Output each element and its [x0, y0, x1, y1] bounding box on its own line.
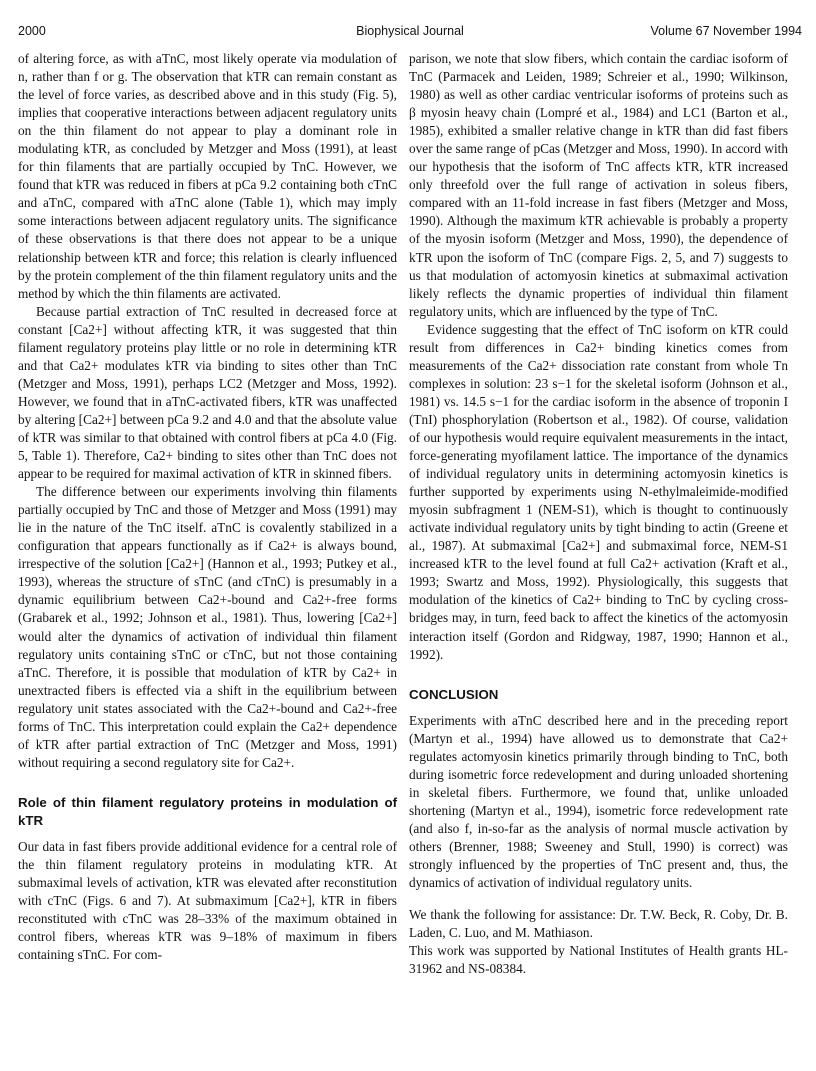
- body-paragraph: Experiments with aTnC described here and in the preceding report (Martyn et al., 1994) have allowed us to demonstrate that Ca2+ regulates actomyosin kinetics primarily through binding to TnC, both during isometric force redevelopment and during unloaded shortening in skeletal fibers. Furthermore, we found that, unlike unloaded shortening (Martyn et al., 1994), isometric force redevelopment rate (and also f, in-so-far as the analysis of normal muscle activation by others (Brenner, 1988; Sweeney and Stull, 1990) is correct) was strongly influenced by the properties of TnC present and, thus, the dynamics of activation of individual regulatory units.: [409, 712, 788, 891]
- running-header: [18, 24, 802, 42]
- journal-title: Biophysical Journal: [356, 24, 464, 38]
- volume-date: Volume 67 November 1994: [650, 24, 802, 38]
- body-paragraph: parison, we note that slow fibers, which contain the cardiac isoform of TnC (Parmacek and Leiden, 1989; Schreier et al., 1990; Wilkinson, 1980) as well as other cardiac ventricular isoforms of proteins such as β myosin heavy chain (Lompré et al., 1984) and LC1 (Barton et al., 1985), exhibited a smaller relative change in kTR than did fast fibers over the same range of pCas (Metzger and Moss, 1990). In accord with our hypothesis that the isoform of TnC affects kTR, kTR increased only threefold over the full range of activation in soleus fibers, compared with an 11-fold increase in fast fibers (Metzger and Moss, 1990). Although the maximum kTR achievable is probably a property of the myosin isoform (Metzger and Moss, 1990), the dependence of kTR upon the isoform of TnC (compare Figs. 2, 5, and 7) suggests to us that modulation of actomyosin kinetics at submaximal activation likely reflects the dynamic properties of individual thin filament regulatory units, which are influenced by the type of TnC.: [409, 51, 788, 319]
- conclusion-heading: CONCLUSION: [409, 686, 499, 702]
- section-heading: Role of thin filament regulatory proteins in modulation of kTR: [18, 794, 397, 828]
- right-column: [409, 50, 788, 978]
- acknowledgment: We thank the following for assistance: Dr. T.W. Beck, R. Coby, Dr. B. Laden, C. Luo, and M. Mathiason.: [409, 907, 788, 941]
- body-paragraph: The difference between our experiments involving thin filaments partially occupied by TnC and those of Metzger and Moss (1991) may lie in the nature of the TnC itself. aTnC is covalently stabilized in a configuration that appears functionally as if Ca2+ is always bound, irrespective of the solution [Ca2+] (Hannon et al., 1993; Putkey et al., 1993), whereas the structure of sTnC (and cTnC) is presumably in a dynamic equilibrium between Ca2+-bound and Ca2+-free forms (Grabarek et al., 1992; Johnson et al., 1981). Thus, lowering [Ca2+] would alter the dynamics of activation of individual thin filament regulatory units containing sTnC or cTnC, but not those containing aTnC. Therefore, it is possible that modulation of kTR by Ca2+ in unextracted fibers is effected via a shift in the equilibrium between regulatory unit states associated with the Ca2+-bound and Ca2+-free forms of TnC. This interpretation could explain the Ca2+ dependence of kTR after partial extraction of TnC (Metzger and Moss, 1991) without requiring a second regulatory site for Ca2+.: [18, 484, 397, 770]
- body-paragraph: Our data in fast fibers provide additional evidence for a central role of the thin filament regulatory proteins in modulating kTR. At submaximal levels of activation, kTR was elevated after reconstitution with cTnC (Figs. 6 and 7). At submaximum [Ca2+], kTR in fibers reconstituted with cTnC was 28–33% of the maximum obtained in control fibers, whereas kTR was 9–18% of maximum in fibers containing sTnC. For com-: [18, 838, 397, 963]
- page-number: 2000: [18, 24, 46, 38]
- body-paragraph: of altering force, as with aTnC, most likely operate via modulation of n, rather than f or g. The observation that kTR can remain constant as the level of force varies, as described above and in this study (Fig. 5), implies that cooperative interactions between adjacent regulatory units on the thin filament do not appear to play a dominant role in modulating kTR, as concluded by Metzger and Moss (1991), at least for thin filaments that are partially occupied by TnC. However, we found that kTR was reduced in fibers at pCa 9.2 containing both cTnC and aTnC, compared with aTnC alone (Table 1), which may imply some interactions between adjacent regulatory units. The significance of these observations is that there does not appear to be a unique relationship between kTR and force; this relation is clearly influenced by the protein complement of the thin filament regulatory units and the method by which the thin filaments are activated.: [18, 51, 397, 301]
- funding-note: This work was supported by National Institutes of Health grants HL-31962 and NS-08384.: [409, 943, 788, 977]
- body-paragraph: Because partial extraction of TnC resulted in decreased force at constant [Ca2+] without affecting kTR, it was suggested that thin filament regulatory proteins play little or no role in determining kTR and that Ca2+ modulates kTR via binding to sites other than TnC (Metzger and Moss, 1991), perhaps LC2 (Metzger and Moss, 1992). However, we found that in aTnC-activated fibers, kTR was unaffected by altering [Ca2+] between pCa 9.2 and 4.0 and that the absolute value of kTR was similar to that obtained with control fibers at pCa 4.0 (Fig. 5, Table 1). Therefore, Ca2+ binding to sites other than TnC does not appear to be required for maximal activation of kTR in skinned fibers.: [18, 303, 397, 482]
- left-column: [18, 50, 397, 964]
- body-paragraph: Evidence suggesting that the effect of TnC isoform on kTR could result from differences in Ca2+ binding kinetics comes from measurements of the Ca2+ dissociation rate constant from whole Tn complexes in solution: 23 s−1 for the skeletal isoform (Johnson et al., 1981) vs. 14.5 s−1 for the cardiac isoform in the absence of troponin I (TnI) phosphorylation (Robertson et al., 1982). Of course, validation of our hypothesis would require equivalent measurements in the intact, force-generating myofilament lattice. The importance of the dynamics of individual regulatory units in determining actomyosin kinetics is further supported by experiments using N-ethylmaleimide-modified myosin subfragment 1 (NEM-S1), which is thought to continuously activate individual regulatory units by tight binding to actin (Greene et al., 1987). At submaximal [Ca2+] and submaximal force, NEM-S1 increased kTR to the level found at full Ca2+ activation (Kraft et al., 1993; Swartz and Moss, 1992). Physiologically, this suggests that modulation of the kinetics of Ca2+ binding to TnC by cycling cross-bridges may, in turn, feed back to affect the kinetics of the actomyosin interaction itself (Gordon and Ridgway, 1987, 1990; Hannon et al., 1992).: [409, 321, 788, 662]
